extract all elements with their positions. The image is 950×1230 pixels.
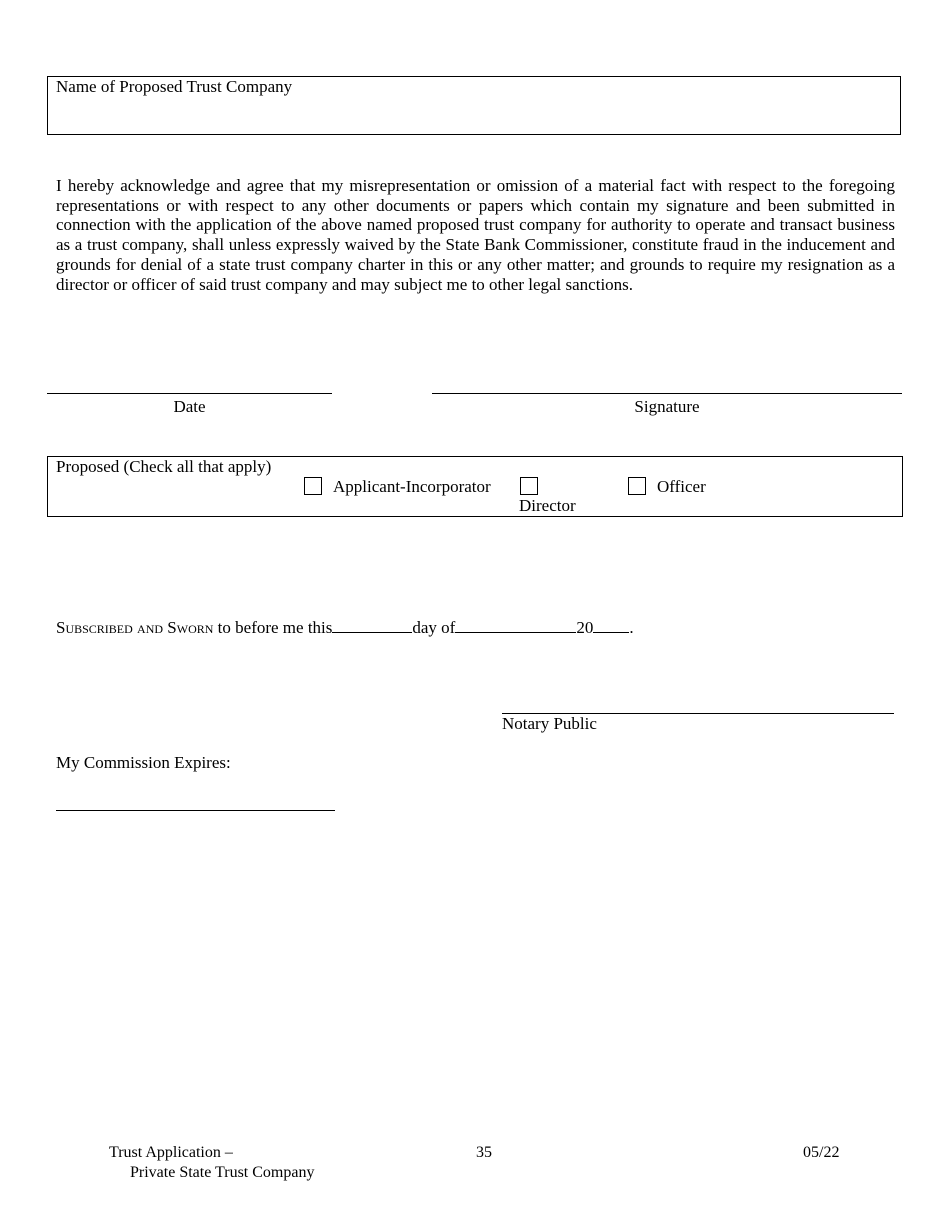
proposed-role-label: Proposed (Check all that apply) [56,457,272,476]
trust-company-name-label: Name of Proposed Trust Company [56,77,293,96]
applicant-incorporator-label: Applicant-Incorporator [333,477,491,496]
date-caption: Date [173,397,206,416]
applicant-incorporator-checkbox[interactable] [304,477,322,495]
footer-page-number: 35 [476,1144,492,1161]
day-of-text: day of [412,618,456,637]
notary-public-caption: Notary Public [502,714,597,733]
signature-caption: Signature [634,397,700,416]
officer-label: Officer [657,477,706,496]
to-before-text: to before me this [213,618,333,637]
sworn-statement [56,616,634,639]
commission-expires-label: My Commission Expires: [56,753,231,772]
proposed-role-box [47,456,903,517]
director-checkbox[interactable] [520,477,538,495]
date-line[interactable] [47,393,332,394]
subscribed-sworn-text: Subscribed and Sworn [56,618,214,637]
signature-line[interactable] [432,393,902,394]
footer-date-code: 05/22 [803,1144,840,1161]
officer-checkbox[interactable] [628,477,646,495]
year-blank[interactable] [593,616,629,633]
year-prefix-text: 20 [576,618,594,637]
director-label: Director [519,496,576,515]
footer-title-line2: Private State Trust Company [130,1164,315,1181]
month-blank[interactable] [455,616,576,633]
day-blank[interactable] [332,616,412,633]
trust-company-name-field[interactable] [47,76,901,135]
period-text: . [629,618,634,637]
commission-expires-line[interactable] [56,810,335,811]
acknowledgement-paragraph: I hereby acknowledge and agree that my misrepresentation or omission of a material fact with respect to the foregoing representations or with respect to any other documents or papers which contain my signature and been submitted in connection with the application of the above named proposed trust company for authority to operate and transact business as a trust company, shall unless expressly waived by the State Bank Commissioner, constitute fraud in the inducement and grounds for denial of a state trust company charter in this or any other matter; and grounds to require my resignation as a director or officer of said trust company and may subject me to other legal sanctions. [56,176,895,294]
footer-title-line1: Trust Application – [109,1144,233,1161]
